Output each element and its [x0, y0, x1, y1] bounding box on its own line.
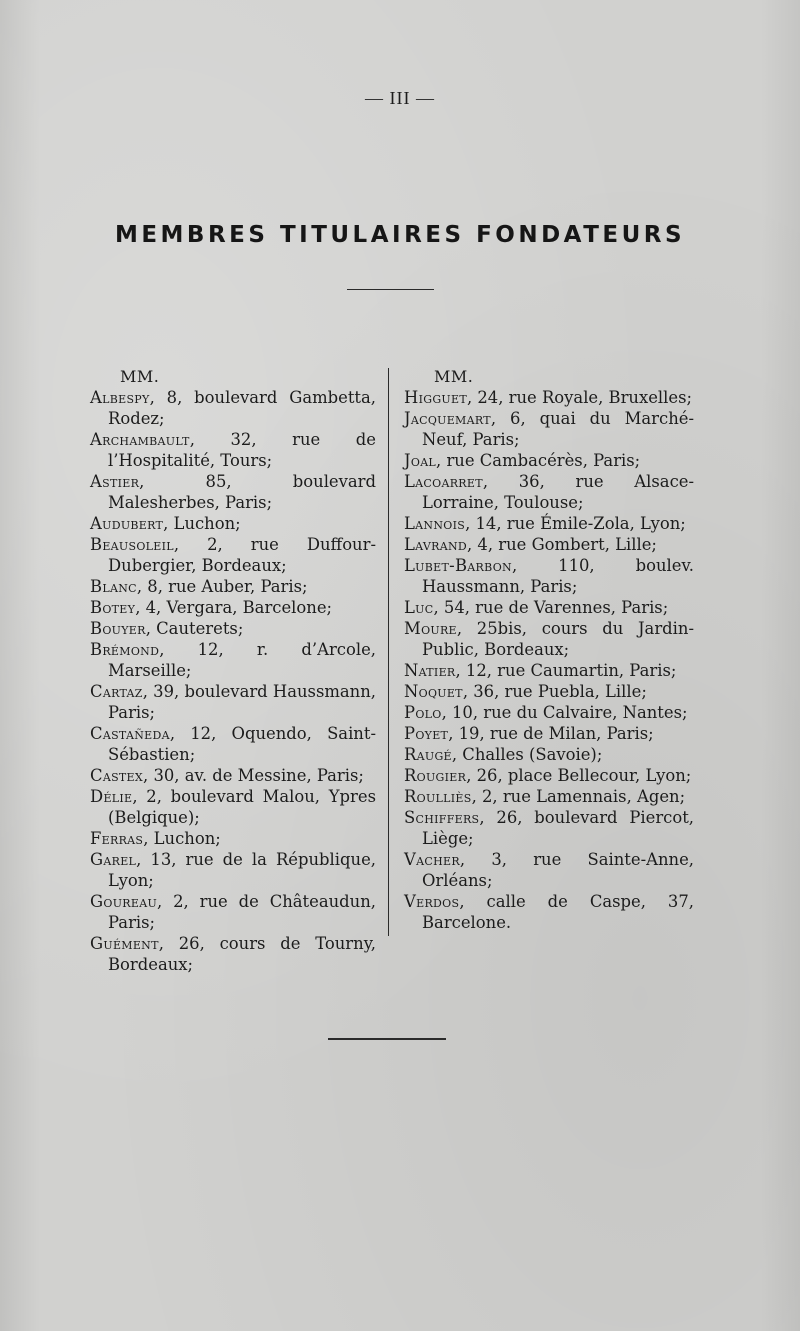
member-entry [404, 450, 694, 471]
member-address: , calle de Caspe, 37, Barcelone. [422, 892, 694, 932]
member-entry [90, 828, 376, 849]
member-name: Joal [404, 451, 437, 470]
member-entry [90, 639, 376, 681]
member-name: Rougier [404, 766, 467, 785]
member-address: , 8, rue Auber, Paris; [136, 577, 308, 596]
member-entry [404, 891, 694, 933]
member-entry [404, 681, 694, 702]
member-name: Natier [404, 661, 456, 680]
member-entry [404, 534, 694, 555]
member-address: , 4, Vergara, Barcelone; [135, 598, 333, 617]
member-list-right [404, 387, 694, 933]
member-entry [90, 513, 376, 534]
member-entry [90, 534, 376, 576]
member-name: Lubet-Barbon [404, 556, 512, 575]
member-address: , 2, rue Lamennais, Agen; [471, 787, 686, 806]
title-rule [347, 289, 434, 290]
member-name: Délie [90, 787, 133, 806]
member-name: Guément [90, 934, 159, 953]
member-entry [404, 555, 694, 597]
member-address: , 2, rue de Châteaudun, Paris; [108, 892, 376, 932]
member-name: Archambault [90, 430, 190, 449]
member-name: Audubert [90, 514, 164, 533]
member-name: Beausoleil [90, 535, 174, 554]
member-address: , 19, rue de Milan, Paris; [448, 724, 654, 743]
member-entry [90, 429, 376, 471]
page-title: MEMBRES TITULAIRES FONDATEURS [114, 222, 686, 248]
member-entry [404, 786, 694, 807]
member-address: , 12, rue Caumartin, Paris; [455, 661, 677, 680]
member-address: , 54, rue de Varennes, Paris; [433, 598, 669, 617]
member-address: , 2, rue Duffour-Dubergier, Bordeaux; [108, 535, 376, 575]
member-name: Verdos [404, 892, 460, 911]
member-name: Blanc [90, 577, 137, 596]
member-entry [404, 723, 694, 744]
member-list-left [90, 387, 376, 975]
member-address: , rue Cambacérès, Paris; [436, 451, 641, 470]
member-entry [404, 471, 694, 513]
member-name: Bouyer [90, 619, 146, 638]
member-address: , 26, cours de Tourny, Bordeaux; [108, 934, 376, 974]
member-entry [404, 660, 694, 681]
member-entry [404, 765, 694, 786]
member-name: Astier [90, 472, 140, 491]
member-name: Luc [404, 598, 434, 617]
member-address: , Luchon; [143, 829, 221, 848]
member-name: Lavrand [404, 535, 467, 554]
member-entry [90, 765, 376, 786]
member-entry [90, 618, 376, 639]
member-entry [404, 849, 694, 891]
member-name: Castex [90, 766, 144, 785]
member-entry [90, 471, 376, 513]
member-address: , 32, rue de l’Hospitalité, Tours; [108, 430, 376, 470]
member-entry [404, 387, 694, 408]
member-address: , 6, quai du Marché-Neuf, Paris; [422, 409, 694, 449]
member-address: , 25bis, cours du Jardin-Public, Bordeaux; [422, 619, 694, 659]
member-address: , 13, rue de la République, Lyon; [108, 850, 376, 890]
member-name: Garel [90, 850, 137, 869]
member-name: Noquet [404, 682, 463, 701]
member-name: Poyet [404, 724, 449, 743]
member-name: Castañeda [90, 724, 170, 743]
member-address: , 26, place Bellecour, Lyon; [466, 766, 692, 785]
member-entry [90, 576, 376, 597]
member-name: Botey [90, 598, 136, 617]
member-entry [90, 933, 376, 975]
member-address: , 3, rue Sainte-Anne, Orléans; [422, 850, 694, 890]
member-name: Moure [404, 619, 457, 638]
member-address: , 4, rue Gombert, Lille; [467, 535, 657, 554]
member-address: , 2, boulevard Malou, Ypres (Belgique); [108, 787, 376, 827]
member-address: , 36, rue Puebla, Lille; [462, 682, 647, 701]
member-entry [90, 597, 376, 618]
member-address: , 36, rue Alsace-Lorraine, Toulouse; [422, 472, 694, 512]
member-entry [404, 702, 694, 723]
member-entry [404, 618, 694, 660]
member-address: , 24, rue Royale, Bruxelles; [466, 388, 693, 407]
column-heading: MM. [434, 367, 474, 386]
member-address: , Challes (Savoie); [451, 745, 603, 764]
closing-rule [328, 1038, 446, 1040]
member-name: Goureau [90, 892, 158, 911]
member-name: Brémond [90, 640, 160, 659]
member-name: Raugé [404, 745, 452, 764]
member-name: Polo [404, 703, 442, 722]
member-address: , 39, boulevard Haussmann, Paris; [108, 682, 376, 722]
member-name: Vacher [404, 850, 460, 869]
member-address: , 26, boulevard Piercot, Liège; [422, 808, 694, 848]
member-entry [90, 387, 376, 429]
member-entry [404, 744, 694, 765]
column-divider [388, 368, 389, 936]
member-name: Ferras [90, 829, 144, 848]
member-address: , 10, rue du Calvaire, Nantes; [441, 703, 688, 722]
member-entry [90, 891, 376, 933]
member-name: Higguet [404, 388, 467, 407]
members-column-right [404, 366, 694, 933]
page-number: — III — [365, 88, 435, 108]
member-entry [404, 408, 694, 450]
member-address: , 85, boulevard Malesherbes, Paris; [108, 472, 376, 512]
member-address: , 12, Oquendo, Saint-Sébastien; [108, 724, 376, 764]
member-address: , 110, boulev. Haussmann, Paris; [422, 556, 694, 596]
member-entry [404, 513, 694, 534]
member-name: Schiffers [404, 808, 480, 827]
member-name: Cartaz [90, 682, 143, 701]
member-name: Roulliès [404, 787, 472, 806]
member-address: , 30, av. de Messine, Paris; [143, 766, 364, 785]
member-name: Lacoarret [404, 472, 483, 491]
member-name: Albespy [90, 388, 150, 407]
member-entry [90, 849, 376, 891]
members-column-left [90, 366, 376, 975]
member-address: , Luchon; [163, 514, 241, 533]
member-address: , 8, boulevard Gambetta, Rodez; [108, 388, 376, 428]
member-name: Jacquemart [404, 409, 491, 428]
member-address: , 12, r. d’Arcole, Marseille; [108, 640, 376, 680]
column-heading: MM. [120, 367, 160, 386]
member-address: , Cauterets; [145, 619, 244, 638]
member-entry [90, 786, 376, 828]
member-entry [404, 807, 694, 849]
member-address: , 14, rue Émile-Zola, Lyon; [465, 514, 686, 533]
member-name: Lannois [404, 514, 466, 533]
member-entry [90, 681, 376, 723]
member-entry [90, 723, 376, 765]
member-entry [404, 597, 694, 618]
